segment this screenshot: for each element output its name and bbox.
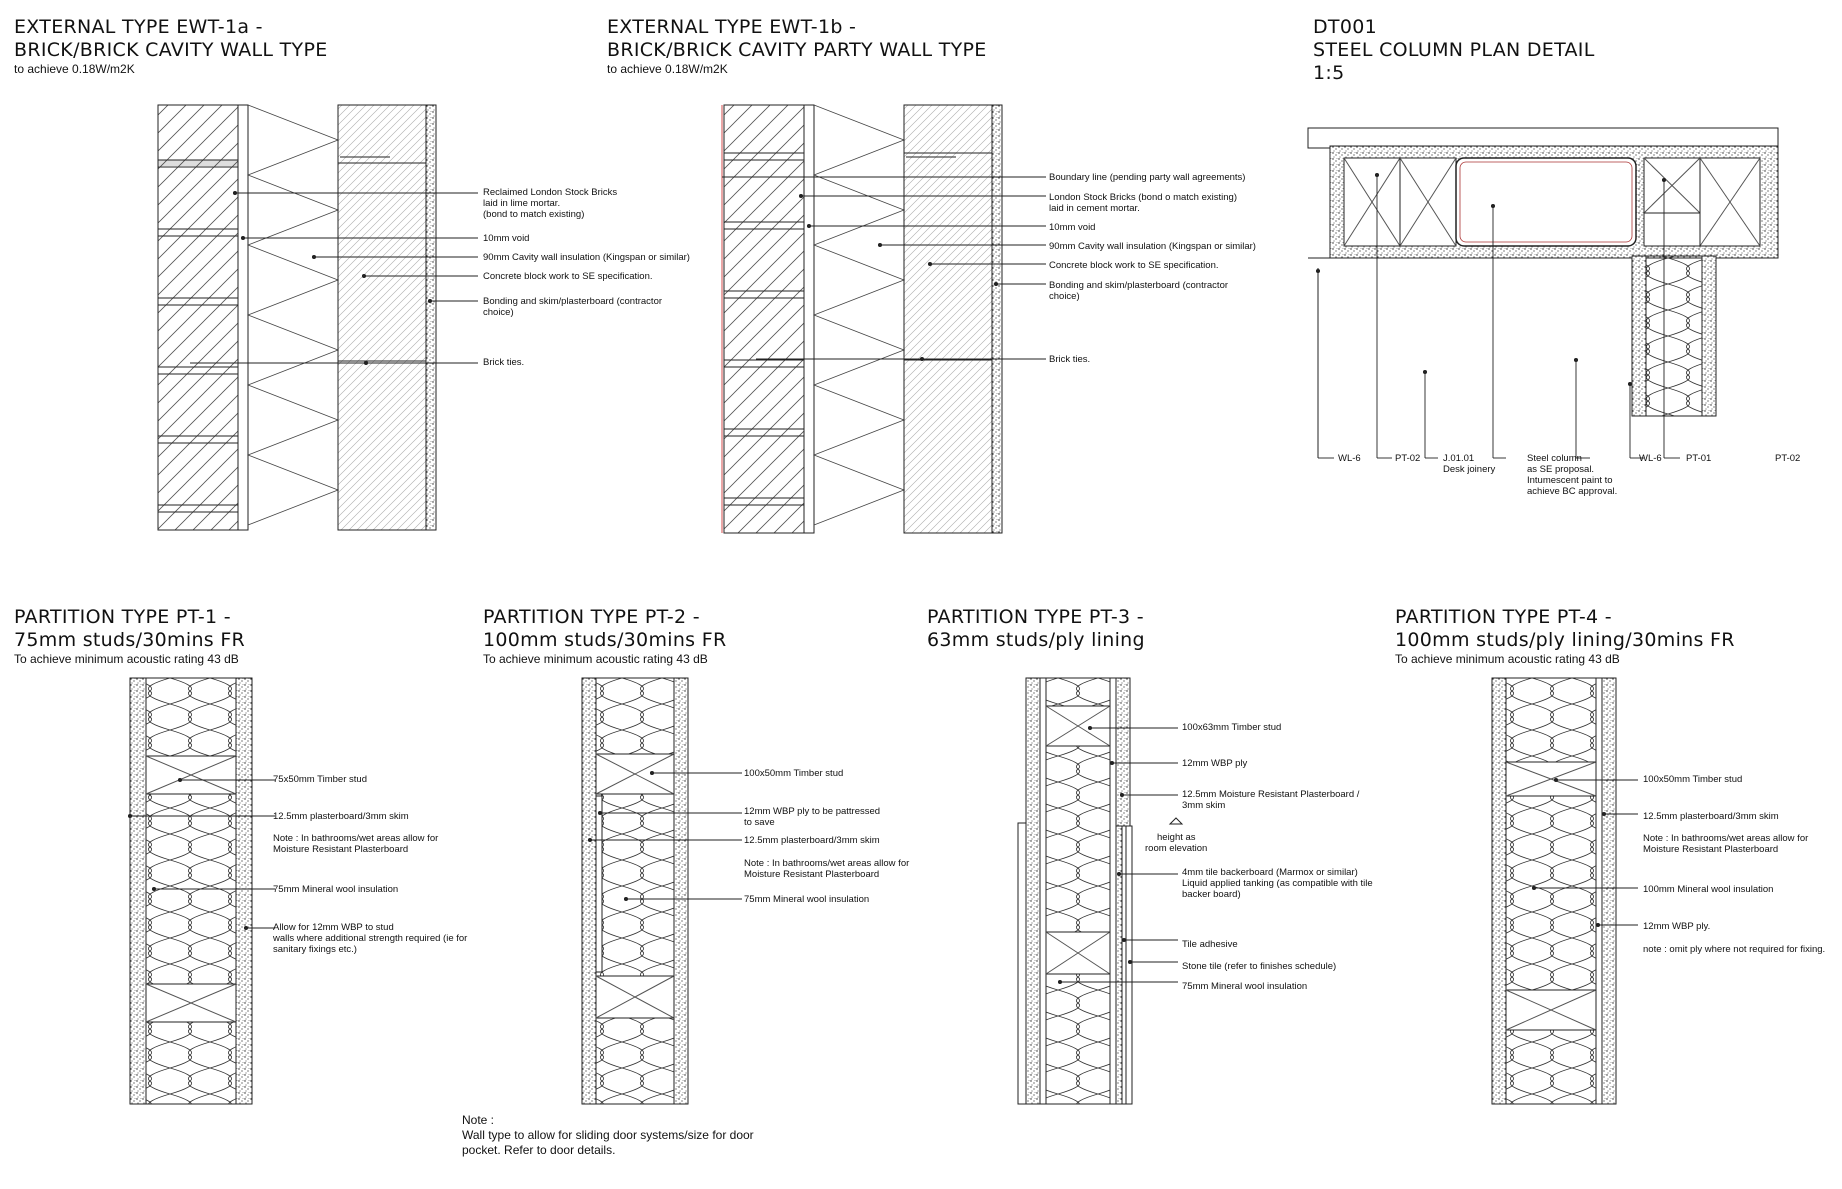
label-wbp-3: sanitary fixings etc.)	[273, 944, 357, 955]
panel-subtitle: To achieve minimum acoustic rating 43 dB	[483, 652, 708, 666]
label-pt02-2: PT-02	[1775, 453, 1801, 464]
panel-title-line-1: PARTITION TYPE PT-3 -	[927, 606, 1144, 628]
panel-ewt-1a	[14, 16, 328, 77]
label-note: Note : In bathrooms/wet areas allow for	[273, 833, 439, 844]
label-wool: 100mm Mineral wool insulation	[1643, 884, 1774, 895]
label-ply: 12mm WBP ply.	[1643, 921, 1711, 932]
cavity-insulation	[248, 105, 338, 525]
height-marker	[1170, 818, 1182, 824]
label-backerboard: 4mm tile backerboard (Marmox or similar)	[1182, 867, 1358, 878]
label-void: 10mm void	[483, 233, 530, 244]
label-plasterboard: 12.5mm Moisture Resistant Plasterboard /	[1182, 789, 1360, 800]
panel-title-line-1: PARTITION TYPE PT-4 -	[1395, 606, 1612, 628]
label-bricks: Reclaimed London Stock Bricks	[483, 187, 618, 198]
label-insulation: 90mm Cavity wall insulation (Kingspan or similar)	[483, 252, 690, 263]
label-bricks-2: laid in lime mortar.	[483, 198, 561, 209]
brick-leaf	[158, 105, 238, 530]
label-plasterboard-2: 3mm skim	[1182, 800, 1226, 811]
label-wool: 75mm Mineral wool insulation	[1182, 981, 1308, 992]
label-bricks-3: (bond to match existing)	[483, 209, 585, 220]
label-wl6-2: WL-6	[1639, 453, 1662, 464]
panel-pt-1	[14, 606, 245, 667]
pt-4-partition-section	[1492, 678, 1652, 1108]
label-note-2: Moisture Resistant Plasterboard	[273, 844, 409, 855]
label-stone-tile: Stone tile (refer to finishes schedule)	[1182, 961, 1337, 972]
panel-title-line-1: PARTITION TYPE PT-1 -	[14, 606, 231, 628]
label-steel-3: Intumescent paint to	[1527, 475, 1613, 486]
panel-ewt-1b	[607, 16, 987, 77]
panel-title-line-2: 75mm studs/30mins FR	[14, 629, 246, 651]
label-adhesive: Tile adhesive	[1182, 939, 1238, 950]
panel-title-line-2: 100mm studs/ply lining/30mins FR	[1395, 629, 1735, 651]
panel-title-line-2: 100mm studs/30mins FR	[483, 629, 727, 651]
label-plasterboard: 12.5mm plasterboard/3mm skim	[744, 835, 880, 846]
label-blockwork: Concrete block work to SE specification.	[483, 271, 653, 282]
label-note: Note : In bathrooms/wet areas allow for	[744, 858, 910, 869]
pt-3-partition-section	[1018, 678, 1188, 1108]
label-backerboard-2: Liquid applied tanking (as compatible with tile	[1182, 878, 1373, 889]
steel-column	[1456, 158, 1636, 246]
label-joinery: J.01.01	[1443, 453, 1475, 464]
label-brick-ties: Brick ties.	[1049, 354, 1091, 365]
label-stud: 100x50mm Timber stud	[744, 768, 844, 779]
panel-title-line-2: 63mm studs/ply lining	[927, 629, 1145, 651]
label-wool: 75mm Mineral wool insulation	[744, 894, 870, 905]
panel-title-line-2: BRICK/BRICK CAVITY WALL TYPE	[14, 39, 328, 61]
label-wbp: Allow for 12mm WBP to stud	[273, 922, 394, 933]
label-steel-2: as SE proposal.	[1527, 464, 1595, 475]
panel-dt001	[1313, 16, 1595, 85]
ewt-1a-wall-section	[150, 105, 440, 535]
panel-subtitle: to achieve 0.18W/m2K	[14, 62, 135, 76]
label-ply-2: to save	[744, 817, 775, 828]
label-ply-note: note : omit ply where not required for fixing.	[1643, 944, 1826, 955]
panel-pt-4	[1395, 606, 1735, 667]
label-ply: 12mm WBP ply to be pattressed	[744, 806, 881, 817]
label-note-2: Moisture Resistant Plasterboard	[744, 869, 880, 880]
label-plasterboard: 12.5mm plasterboard/3mm skim	[273, 811, 409, 822]
label-stud: 75x50mm Timber stud	[273, 774, 367, 785]
label-height: height as	[1157, 832, 1196, 843]
panel-title-line-1: EXTERNAL TYPE EWT-1a -	[14, 16, 263, 38]
label-plasterboard: 12.5mm plasterboard/3mm skim	[1643, 811, 1779, 822]
label-stud: 100x50mm Timber stud	[1643, 774, 1743, 785]
steel-column-plan	[1308, 128, 1788, 428]
door-note-line-1: Wall type to allow for sliding door systems/size for door	[462, 1128, 754, 1142]
door-note-heading: Note :	[462, 1113, 495, 1127]
panel-subtitle: to achieve 0.18W/m2K	[607, 62, 728, 76]
label-brick-ties: Brick ties.	[483, 357, 525, 368]
label-blockwork: Concrete block work to SE specification.	[1049, 260, 1219, 271]
label-steel-4: achieve BC approval.	[1527, 486, 1618, 497]
label-bonding-2: choice)	[1049, 291, 1080, 302]
panel-title-line-1: PARTITION TYPE PT-2 -	[483, 606, 700, 628]
label-bonding: Bonding and skim/plasterboard (contractor	[483, 296, 663, 307]
panel-title-line-1: EXTERNAL TYPE EWT-1b -	[607, 16, 857, 38]
panel-title-line-2: STEEL COLUMN PLAN DETAIL	[1313, 39, 1595, 61]
label-note: Note : In bathrooms/wet areas allow for	[1643, 833, 1809, 844]
label-joinery-2: Desk joinery	[1443, 464, 1496, 475]
label-boundary: Boundary line (pending party wall agreements)	[1049, 172, 1246, 183]
label-pt01: PT-01	[1686, 453, 1712, 464]
label-wbp-2: walls where additional strength required (ie for	[273, 933, 468, 944]
panel-scale: 1:5	[1313, 62, 1345, 84]
label-bricks-2: laid in cement mortar.	[1049, 203, 1140, 214]
panel-subtitle: To achieve minimum acoustic rating 43 dB	[14, 652, 239, 666]
label-stud: 100x63mm Timber stud	[1182, 722, 1282, 733]
label-ply: 12mm WBP ply	[1182, 758, 1248, 769]
panel-pt-3	[927, 606, 1145, 652]
label-insulation: 90mm Cavity wall insulation (Kingspan or similar)	[1049, 241, 1256, 252]
label-note-2: Moisture Resistant Plasterboard	[1643, 844, 1779, 855]
label-height-2: room elevation	[1145, 843, 1208, 854]
panel-title-line-2: BRICK/BRICK CAVITY PARTY WALL TYPE	[607, 39, 987, 61]
label-steel: Steel column	[1527, 453, 1582, 464]
panel-pt-2	[483, 606, 726, 667]
label-bonding: Bonding and skim/plasterboard (contractor	[1049, 280, 1229, 291]
label-bonding-2: choice)	[483, 307, 514, 318]
panel-title-line-1: DT001	[1313, 16, 1378, 38]
label-wool: 75mm Mineral wool insulation	[273, 884, 399, 895]
door-note-line-2: pocket. Refer to door details.	[462, 1143, 616, 1157]
label-pt02: PT-02	[1395, 453, 1421, 464]
label-void: 10mm void	[1049, 222, 1096, 233]
label-bricks: London Stock Bricks (bond o match existing)	[1049, 192, 1237, 203]
pt-2-partition-section	[582, 678, 752, 1108]
ewt-1b-wall-section	[716, 105, 1016, 535]
label-backerboard-3: backer board)	[1182, 889, 1241, 900]
panel-subtitle: To achieve minimum acoustic rating 43 dB	[1395, 652, 1620, 666]
label-wl6: WL-6	[1338, 453, 1361, 464]
